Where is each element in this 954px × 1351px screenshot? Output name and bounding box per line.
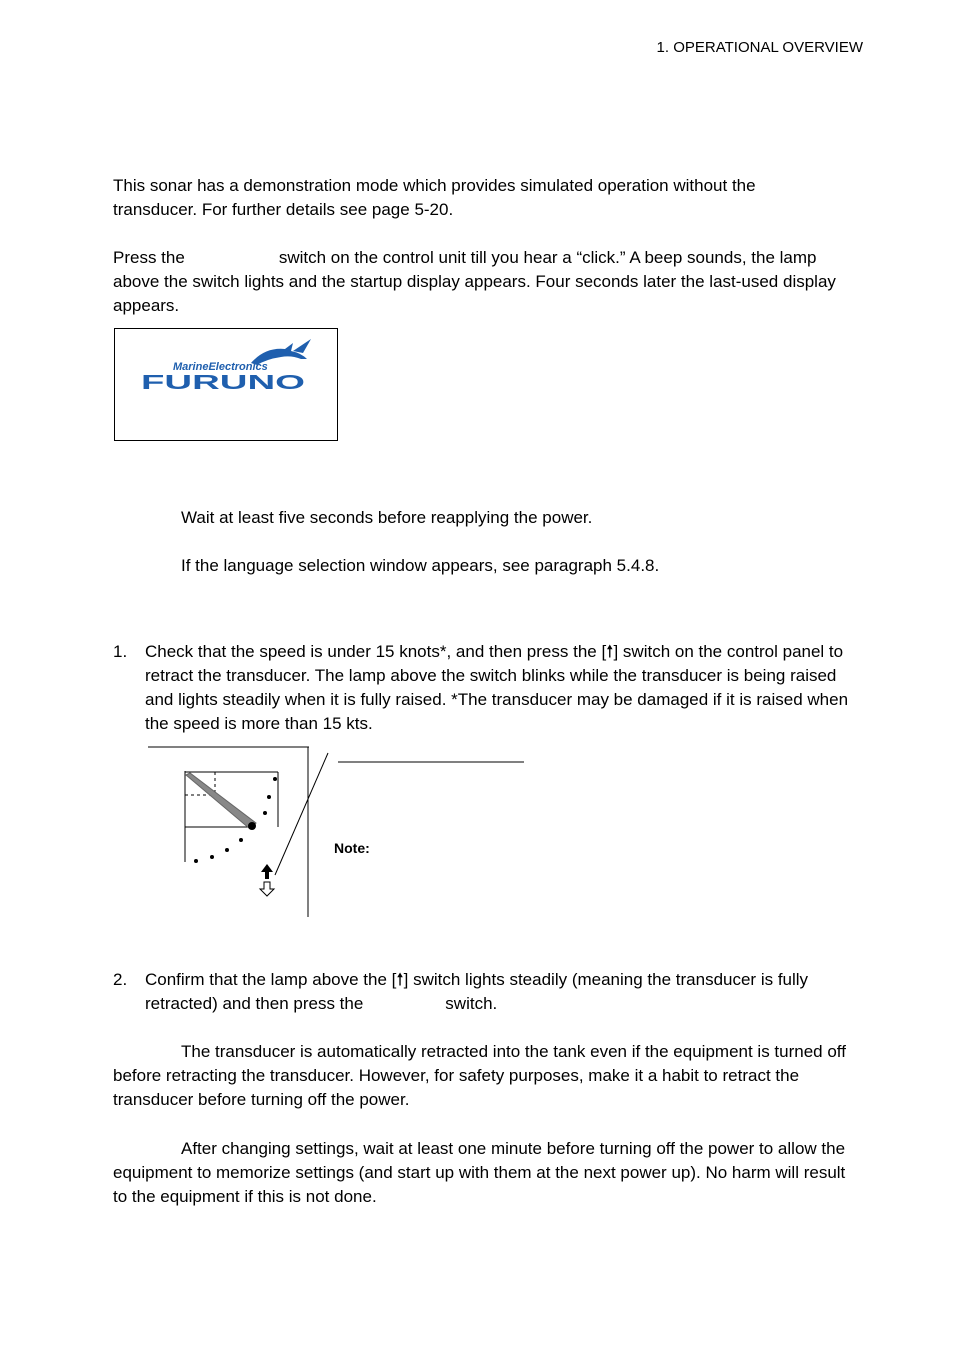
lower-arrow-icon [260,882,274,896]
power-on-text-before: Press the [113,248,185,267]
note-wait: Wait at least five seconds before reapplying the power. [181,508,593,527]
control-panel-diagram [140,745,540,926]
note-auto-retract-text: The transducer is automatically retracted into the tank even if the equipment is turned off before retracting the transducer. However, for safety purposes, make it a habit to retract the transducer before turning off the power. [113,1042,846,1109]
panel-note-label: Note: [334,840,370,856]
furuno-logo [115,329,337,440]
step-1-text: Check that the speed is under 15 knots*, and then press the [🠕] switch on the control panel to retract the transducer. The lamp above the switch blinks while the transducer is being raised and lights steadily when it is fully raised. *The transducer may be damaged if it is raised when the speed is more than 15 kts. [145,642,849,733]
tilt-indicator [185,771,278,863]
logo-brand: FURUNO [141,372,305,394]
startup-display [114,328,338,441]
note-language: If the language selection window appears, see paragraph 5.4.8. [181,556,660,575]
raise-arrow-icon [261,864,273,879]
note-memorize-settings-text: After changing settings, wait at least one minute before turning off the power to allow the equipment to memorize settings (and start up with them at the next power up). No harm will result to the equipment if this is not done. [113,1139,846,1206]
section-header: 1. OPERATIONAL OVERVIEW [656,39,863,56]
note-auto-retract [113,1040,863,1112]
power-on-text-after: switch on the control unit till you hear a “click.” A beep sounds, the lamp above the switch lights and the startup display appears. Four seconds later the last-used display appears. [113,248,836,315]
step-2-text-before: Confirm that the lamp above the [🠕] switch lights steadily (meaning the transducer is fully retracted) and then press the [145,970,809,1013]
step-1-number: 1. [113,642,128,661]
step-2-number: 2. [113,970,128,989]
step-2-text [145,968,865,1016]
power-on-paragraph [113,246,863,318]
intro-paragraph: This sonar has a demonstration mode which provides simulated operation without the transducer. For further details see page 5-20. [113,176,756,219]
note-memorize-settings [113,1137,863,1209]
step-2-text-after: switch. [445,994,498,1013]
logo-tagline: MarineElectronics [173,361,268,373]
